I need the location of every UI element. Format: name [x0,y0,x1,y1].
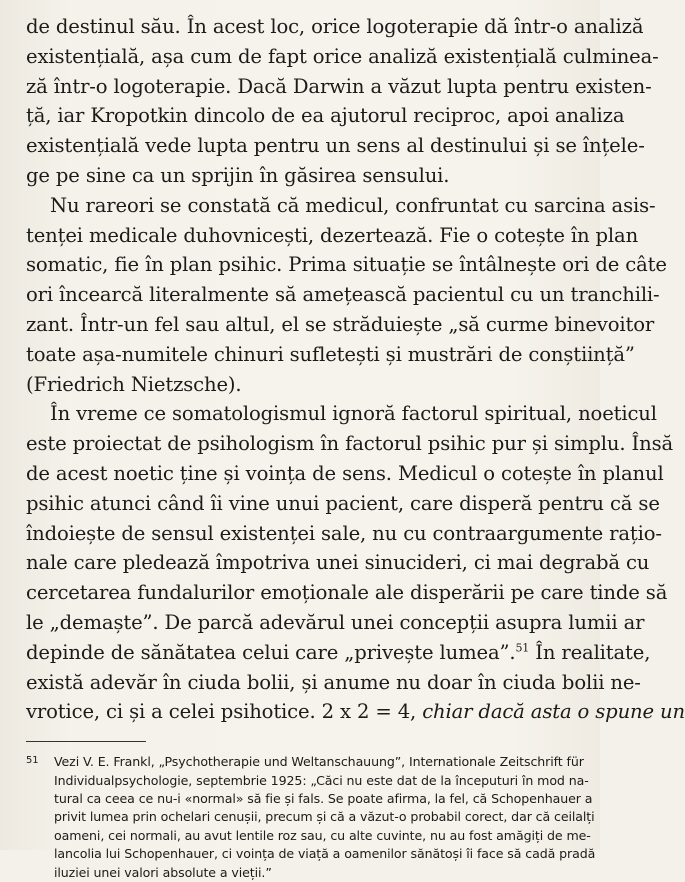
text-line: de destinul său. În acest loc, orice logoterapie dă într-o analiză [26,15,644,38]
text-line: somatic, fie în plan psihic. Prima situație se întâlnește ori de câte [26,253,667,277]
footnote-reference[interactable]: 51 [515,641,530,655]
text-line: existențială vede lupta pentru un sens al destinului și se înțele- [26,134,645,158]
footnote-line: oameni, cei normali, au avut lentile roz sau, cu alte cuvinte, nu au fost amăgiți de me- [54,827,591,843]
footnote-divider [26,741,146,742]
text-line: este proiectat de psihologism în factorul psihic pur și simplu. Însă [26,432,674,456]
text-line-with-italic [26,697,685,727]
footnote-text-segment: Vezi V. E. Frankl, „Psychotherapie und Weltanschauung”, Internationale Zeitschrift für [54,754,584,770]
footnote-marker: 51 [26,755,39,767]
text-line: cercetarea fundalurilor emoționale ale disperării pe care tinde să [26,581,668,605]
footnote-line: privit lumea prin ochelari cenușii, precum și că a văzut-o probabil corect, dar că ceilalți [54,809,595,825]
text-line: îndoiește de sensul existenței sale, nu cu contraargumente rațio- [26,521,662,545]
paragraph-start-line: Nu rareori se constată că medicul, confruntat cu sarcina asis- [50,193,656,217]
text-line: ge pe sine ca un sprijin în găsirea sensului. [26,163,450,187]
text-line: există adevăr în ciuda bolii, și anume nu doar în ciuda bolii ne- [26,670,641,694]
italic-segment: chiar dacă asta o spune un [416,700,685,724]
text-line: (Friedrich Nietzsche). [26,372,242,396]
text-line: le „demaște”. De parcă adevărul unei concepții asupra lumii ar [26,610,645,634]
text-line: toate așa-numitele chinuri sufletești și mustrări de conștiință” [26,342,635,366]
footnote [26,752,596,882]
text-line: ori încearcă literalmente să amețească pacientul cu un tranchili- [26,283,660,307]
paragraph-start-line: În vreme ce somatologismul ignoră factorul spiritual, noeticul [50,402,657,426]
text-line: nale care pledează împotriva unei sinucideri, ci mai degrabă cu [26,551,650,575]
text-segment: În realitate, [529,640,651,664]
text-segment: depinde de sănătatea celui care „privește lumea”. [26,640,516,664]
text-line: existențială, așa cum de fapt orice analiză existențială culminea- [26,44,659,68]
footnote-line: tural ca ceea ce nu-i «normal» să fie și fals. Se poate afirma, la fel, că Schopenhauer a [54,790,593,806]
text-line: tenței medicale duhovnicești, dezertează. Fie o cotește în plan [26,223,639,247]
footnote-line: lancolia lui Schopenhauer, ci voința de viață a oamenilor sănătoși îi face să cadă pradă [54,846,596,862]
text-line: de acest noetic ține și voința de sens. Medicul o cotește în planul [26,461,664,485]
text-line-with-footnote-ref [26,638,651,668]
text-line: psihic atunci când îi vine unui pacient, care disperă pentru că se [26,491,660,515]
text-segment: vrotice, ci și a celei psihotice. 2 x 2 = 4, [26,700,417,724]
text-line: ță, iar Kropotkin dincolo de ea ajutorul reciproc, apoi analiza [26,104,625,128]
text-line: zant. Într-un fel sau altul, el se străduiește „să curme binevoitor [26,312,655,336]
body-text [26,12,685,727]
footnote-line [26,752,584,771]
text-line: ză într-o logoterapie. Dacă Darwin a văzut lupta pentru existen- [26,74,652,98]
footnote-line: Individualpsychologie, septembrie 1925: „Căci nu este dat de la începuturi în mod na- [54,772,589,788]
footnote-line: iluziei unei valori absolute a vieții.” [54,864,272,880]
